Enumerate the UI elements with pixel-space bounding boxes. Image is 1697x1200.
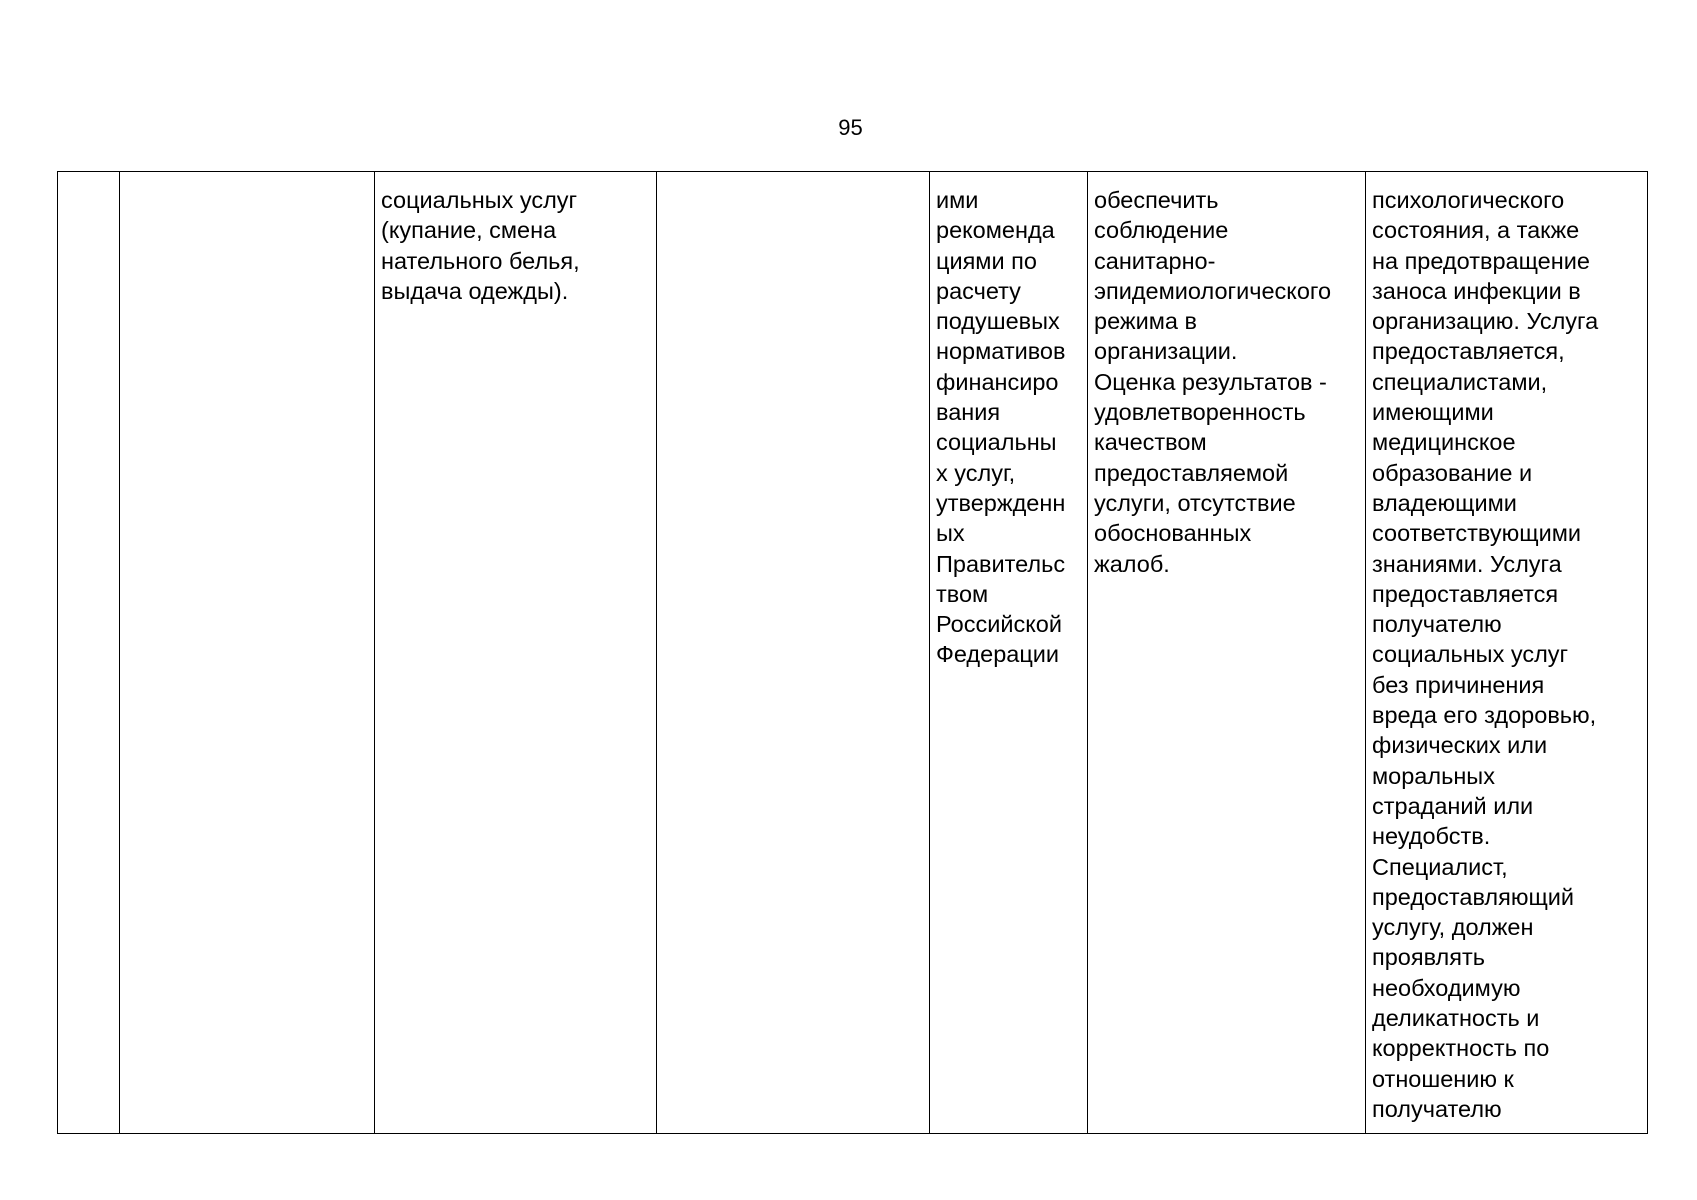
cell-text-line: услугу, должен (1372, 914, 1534, 941)
cell-text-line: страданий или (1372, 792, 1534, 819)
cell-text-line: эпидемиологического (1094, 277, 1332, 304)
cell-text-line: х услуг, (936, 459, 1016, 486)
cell-text-line: заноса инфекции в (1372, 277, 1581, 304)
cell-text-line: соответствующими (1372, 520, 1582, 547)
cell-text-line: подушевых (936, 308, 1060, 335)
table-cell-col5 (930, 172, 1088, 1134)
cell-text-line: нормативов (936, 338, 1066, 365)
cell-text-line: корректность по (1372, 1035, 1550, 1062)
cell-text-line: владеющими (1372, 489, 1517, 516)
cell-text-line: образование и (1372, 459, 1533, 486)
cell-text-line: вреда его здоровью, (1372, 702, 1597, 729)
cell-text-line: Правительс (936, 550, 1066, 577)
table-cell-col2 (120, 172, 375, 1134)
cell-text-line: социальных услуг (1372, 641, 1569, 668)
cell-text-line: физических или (1372, 732, 1548, 759)
cell-text-line: предоставляющий (1372, 883, 1575, 910)
cell-text-line: расчету (936, 277, 1021, 304)
cell-text-line: отношению к (1372, 1065, 1514, 1092)
cell-text-line: циями по (936, 247, 1037, 274)
cell-text-line: утвержденн (936, 489, 1066, 516)
cell-text-line: моральных (1372, 762, 1495, 789)
cell-text-line: обоснованных (1094, 520, 1252, 547)
cell-text-line: Российской (936, 611, 1062, 638)
cell-text-line: имеющими (1372, 399, 1494, 426)
cell-text-line: деликатность и (1372, 1005, 1540, 1032)
cell-text-line: выдача одежды). (381, 277, 569, 304)
cell-text-line: социальных услуг (381, 187, 578, 213)
cell-text-line: медицинское (1372, 429, 1516, 456)
cell-text-line: нательного белья, (381, 247, 580, 274)
table-cell-col1 (58, 172, 120, 1134)
table-cell-col7 (1366, 172, 1648, 1134)
cell-text-line: без причинения (1372, 671, 1545, 698)
cell-text-line: на предотвращение (1372, 247, 1590, 274)
cell-text-line: организации. (1094, 338, 1238, 365)
cell-text-line: Оценка результатов - (1094, 368, 1327, 395)
cell-text-line: предоставляемой (1094, 459, 1289, 486)
cell-text-line: социальны (936, 429, 1057, 456)
cell-text-line: Специалист, (1372, 853, 1508, 880)
cell-text-line: неудобств. (1372, 823, 1491, 850)
cell-text-line: качеством (1094, 429, 1207, 456)
cell-text-line: проявлять (1372, 944, 1485, 971)
cell-text-line: предоставляется (1372, 580, 1559, 607)
cell-text-line: твом (936, 580, 989, 607)
cell-text-line: знаниями. Услуга (1372, 550, 1562, 577)
cell-text-line: получателю (1372, 611, 1502, 638)
cell-text-line: (купание, смена (381, 217, 557, 244)
cell-text-line: вания (936, 399, 1001, 426)
cell-text-line: получателю (1372, 1095, 1502, 1122)
page-number: 95 (838, 115, 863, 140)
cell-text-line: санитарно- (1094, 247, 1216, 274)
table-cell-col4 (657, 172, 930, 1134)
cell-text-line: специалистами, (1372, 368, 1548, 395)
table-cell-col3 (375, 172, 657, 1134)
cell-text-line: соблюдение (1094, 217, 1229, 244)
cell-text-line: режима в (1094, 308, 1197, 335)
cell-text-line: обеспечить (1094, 187, 1219, 213)
cell-text-line: организацию. Услуга (1372, 308, 1599, 335)
cell-text-line: жалоб. (1094, 550, 1170, 577)
cell-text-line: состояния, а также (1372, 217, 1580, 244)
cell-text-line: ых (936, 520, 965, 547)
document-table (57, 171, 1648, 1134)
cell-text-line: предоставляется, (1372, 338, 1565, 365)
table-row (58, 172, 1648, 1134)
cell-text-line: рекоменда (936, 217, 1055, 244)
cell-text-line: Федерации (936, 641, 1060, 668)
cell-text-line: удовлетворенность (1094, 399, 1306, 426)
table-cell-col6 (1088, 172, 1366, 1134)
cell-text-line: услуги, отсутствие (1094, 489, 1296, 516)
cell-text-line: необходимую (1372, 974, 1521, 1001)
cell-text-line: психологического (1372, 187, 1565, 213)
cell-text-line: финансиро (936, 368, 1059, 395)
cell-text-line: ими (936, 187, 979, 213)
